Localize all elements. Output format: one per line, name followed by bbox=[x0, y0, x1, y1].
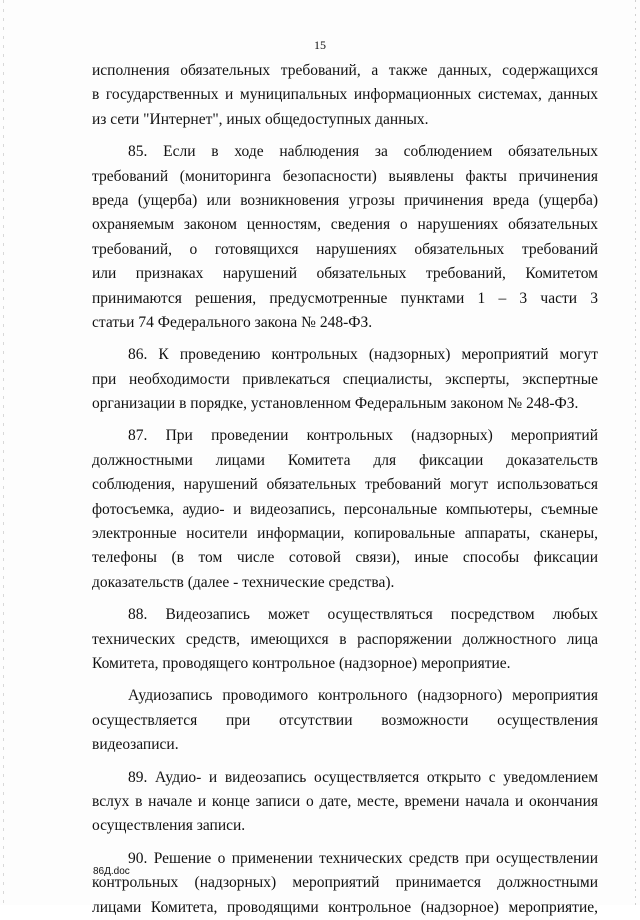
text-line: соблюдения, нарушений обязательных требований могут использоваться bbox=[92, 476, 598, 494]
text-line: охраняемым законом ценностям, сведения о нарушениях обязательных bbox=[92, 216, 598, 234]
paragraph-gap bbox=[92, 335, 598, 343]
text-line: Комитета, проводящего контрольное (надзорное) мероприятие. bbox=[92, 654, 511, 672]
paragraph-gap bbox=[92, 132, 598, 140]
text-line: исполнения обязательных требований, а также данных, содержащихся bbox=[92, 62, 598, 79]
scan-edge-left bbox=[3, 0, 4, 905]
page-number: 15 bbox=[314, 38, 326, 52]
paragraph bbox=[92, 847, 598, 920]
text-line: контрольных (надзорных) мероприятий принимается должностными bbox=[92, 874, 598, 892]
text-line: должностными лицами Комитета для фиксации доказательств bbox=[92, 451, 598, 469]
text-line: лицами Комитета, проводящими контрольное (надзорное) мероприятие, bbox=[92, 898, 598, 916]
paragraph bbox=[92, 766, 598, 839]
paragraph bbox=[92, 59, 598, 132]
text-line: доказательств (далее - технические средства). bbox=[92, 573, 395, 591]
paragraph bbox=[92, 603, 598, 676]
paragraph-gap bbox=[92, 839, 598, 847]
text-line: осуществляется при отсутствии возможности осуществления bbox=[92, 711, 598, 729]
paragraph bbox=[92, 424, 598, 595]
text-line: в государственных и муниципальных информационных системах, данных bbox=[92, 86, 598, 104]
text-line: 87. При проведении контрольных (надзорных) мероприятий bbox=[128, 427, 598, 445]
text-line: требований, о готовящихся нарушениях обязательных требований bbox=[92, 240, 598, 258]
paragraph bbox=[92, 684, 598, 757]
text-line: 86. К проведению контрольных (надзорных) мероприятий могут bbox=[128, 346, 598, 364]
text-line: вреда (ущерба) или возникновения угрозы причинения вреда (ущерба) bbox=[92, 191, 598, 209]
text-line: вслух в начале и конце записи о дате, месте, времени начала и окончания bbox=[92, 792, 598, 810]
paragraph-gap bbox=[92, 676, 598, 684]
footer-filename: 86Д.doc bbox=[93, 866, 130, 877]
text-line: 89. Аудио- и видеозапись осуществляется открыто с уведомлением bbox=[128, 768, 598, 786]
text-line: фотосъемка, аудио- и видеозапись, персональные компьютеры, съемные bbox=[92, 500, 598, 518]
paragraph-gap bbox=[92, 758, 598, 766]
paragraph bbox=[92, 140, 598, 335]
scan-edge-right bbox=[635, 0, 636, 905]
text-line: осуществления записи. bbox=[92, 817, 246, 835]
text-line: принимаются решения, предусмотренные пунктами 1 – 3 части 3 bbox=[92, 289, 598, 307]
text-line: из сети "Интернет", иных общедоступных данных. bbox=[92, 110, 429, 128]
text-line: видеозаписи. bbox=[92, 736, 179, 754]
text-line: или признаках нарушений обязательных требований, Комитетом bbox=[92, 265, 598, 283]
text-line: 88. Видеозапись может осуществляться посредством любых bbox=[128, 606, 598, 624]
text-line: 90. Решение о применении технических средств при осуществлении bbox=[128, 849, 598, 867]
paragraph bbox=[92, 343, 598, 416]
text-line: электронные носители информации, копировальные аппараты, сканеры, bbox=[92, 525, 598, 543]
text-line: статьи 74 Федерального закона № 248-ФЗ. bbox=[92, 313, 373, 331]
document-body bbox=[92, 59, 598, 920]
text-line: организации в порядке, установленном Федеральным законом № 248-ФЗ. bbox=[92, 395, 579, 413]
text-line: требований (мониторинга безопасности) выявлены факты причинения bbox=[92, 167, 598, 185]
text-line: Аудиозапись проводимого контрольного (надзорного) мероприятия bbox=[128, 687, 598, 705]
text-line: 85. Если в ходе наблюдения за соблюдением обязательных bbox=[128, 143, 598, 161]
text-line: телефоны (в том числе сотовой связи), иные способы фиксации bbox=[92, 549, 598, 567]
paragraph-gap bbox=[92, 595, 598, 603]
text-line: технических средств, имеющихся в распоряжении должностного лица bbox=[92, 630, 598, 648]
paragraph-gap bbox=[92, 416, 598, 424]
text-line: при необходимости привлекаться специалисты, эксперты, экспертные bbox=[92, 370, 598, 388]
